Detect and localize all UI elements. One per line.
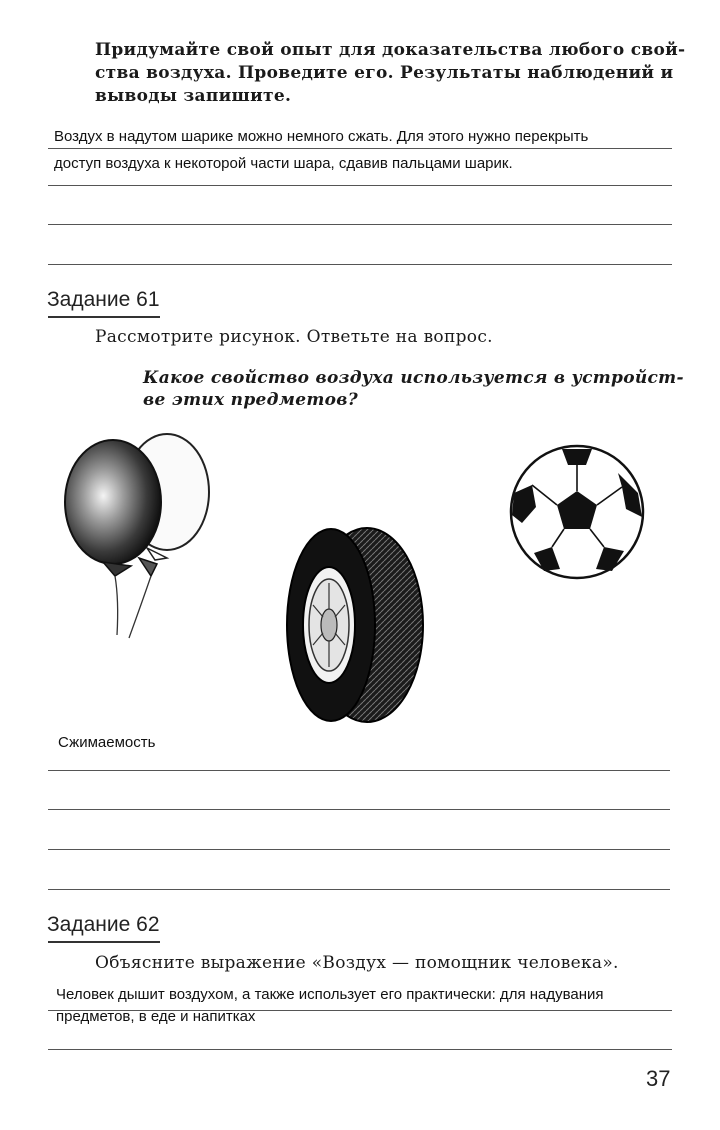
task62-answer-line1: Человек дышит воздухом, а также использует его практически: для надувания bbox=[56, 986, 604, 1003]
task60-instruction-line2: ства воздуха. Проведите его. Результаты наблюдений и bbox=[95, 63, 674, 83]
football-image bbox=[508, 443, 646, 581]
task60-answer-line1: Воздух в надутом шарике можно немного сжать. Для этого нужно перекрыть bbox=[54, 128, 589, 145]
answer-rule bbox=[48, 185, 672, 186]
answer-rule bbox=[48, 889, 670, 890]
balloons-image bbox=[55, 430, 225, 640]
task61-heading: Задание 61 bbox=[47, 288, 160, 311]
task61-answer: Сжимаемость bbox=[58, 734, 156, 751]
heading-underline bbox=[48, 941, 160, 943]
answer-rule bbox=[48, 148, 672, 149]
task60-instruction-line3: выводы запишите. bbox=[95, 86, 292, 106]
heading-underline bbox=[48, 316, 160, 318]
task62-instruction: Объясните выражение «Воздух — помощник человека». bbox=[95, 953, 619, 973]
answer-rule bbox=[48, 224, 672, 225]
page-number: 37 bbox=[646, 1066, 671, 1091]
task61-instruction: Рассмотрите рисунок. Ответьте на вопрос. bbox=[95, 327, 493, 347]
task61-question-line2: ве этих предметов? bbox=[143, 390, 358, 410]
task62-answer-line2: предметов, в еде и напитках bbox=[56, 1008, 256, 1025]
answer-rule bbox=[48, 1049, 672, 1050]
answer-rule bbox=[48, 264, 672, 265]
answer-rule bbox=[48, 809, 670, 810]
task61-question-line1: Какое свойство воздуха используется в устройст- bbox=[143, 368, 684, 388]
tire-image bbox=[285, 525, 425, 725]
answer-rule bbox=[48, 849, 670, 850]
answer-rule bbox=[48, 770, 670, 771]
task62-heading: Задание 62 bbox=[47, 913, 160, 936]
task60-instruction-line1: Придумайте свой опыт для доказательства любого свой- bbox=[95, 40, 686, 60]
task60-answer-line2: доступ воздуха к некоторой части шара, сдавив пальцами шарик. bbox=[54, 155, 513, 172]
